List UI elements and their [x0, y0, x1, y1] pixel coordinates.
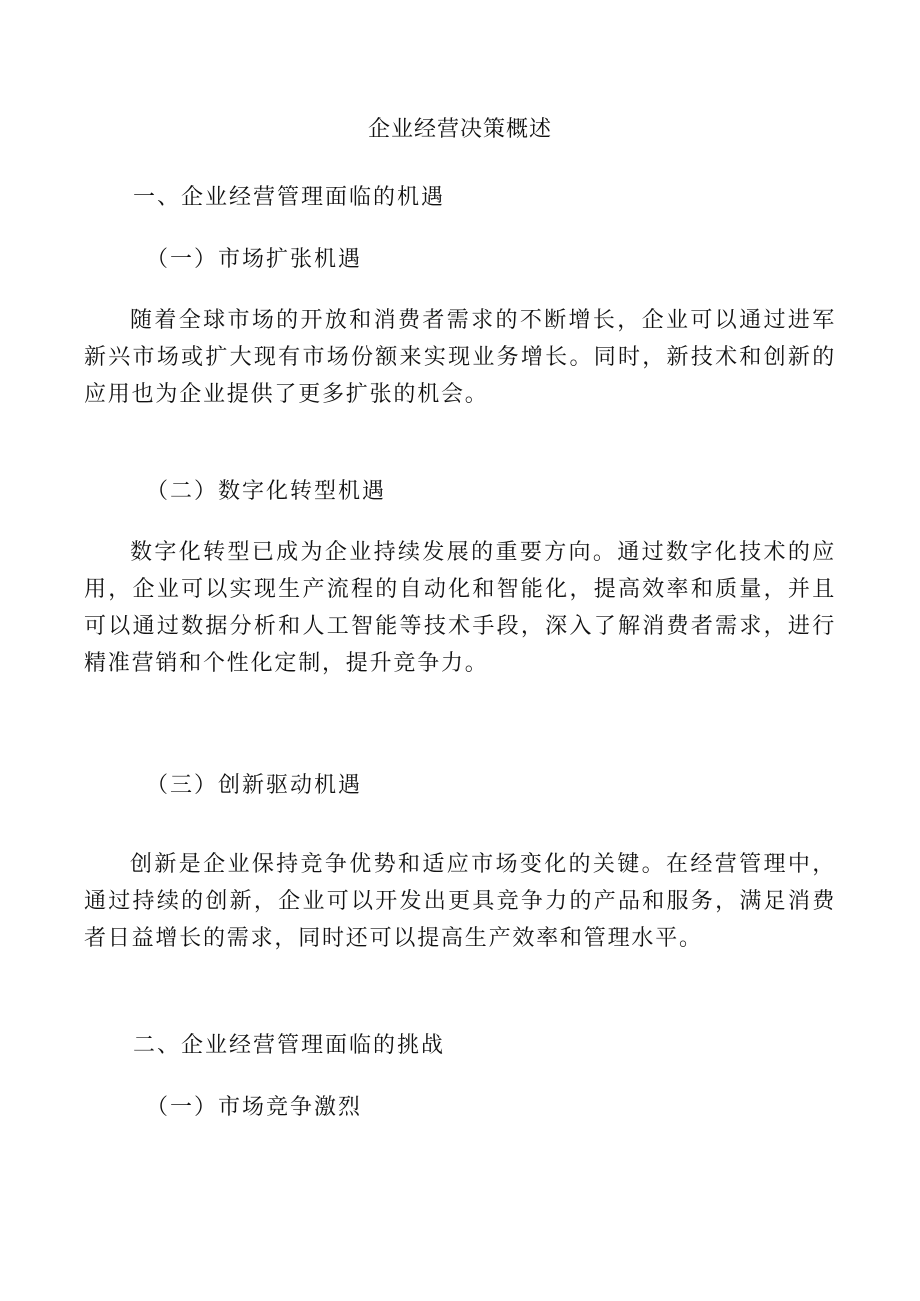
subsection-heading-digital-transformation: （二）数字化转型机遇 [146, 479, 387, 504]
paragraph-innovation: 创新是企业保持竞争优势和适应市场变化的关键。在经营管理中，通过持续的创新，企业可以开发出更具竞争力的产品和服务，满足消费者日益增长的需求，同时还可以提高生产效率和管理水平。 [84, 852, 836, 951]
subsection-heading-market-competition: （一）市场竞争激烈 [146, 1095, 363, 1120]
subsection-heading-market-expansion: （一）市场扩张机遇 [146, 247, 363, 272]
section-heading-challenges: 二、企业经营管理面临的挑战 [133, 1033, 446, 1058]
paragraph-market-expansion: 随着全球市场的开放和消费者需求的不断增长，企业可以通过进军新兴市场或扩大现有市场份额来实现业务增长。同时，新技术和创新的应用也为企业提供了更多扩张的机会。 [84, 308, 836, 407]
section-heading-opportunities: 一、企业经营管理面临的机遇 [133, 185, 446, 210]
subsection-heading-innovation: （三）创新驱动机遇 [146, 773, 363, 798]
paragraph-digital-transformation: 数字化转型已成为企业持续发展的重要方向。通过数字化技术的应用，企业可以实现生产流程的自动化和智能化，提高效率和质量，并且可以通过数据分析和人工智能等技术手段，深入了解消费者需求，进行精准营销和个性化定制，提升竞争力。 [84, 540, 836, 676]
document-title: 企业经营决策概述 [367, 117, 552, 142]
